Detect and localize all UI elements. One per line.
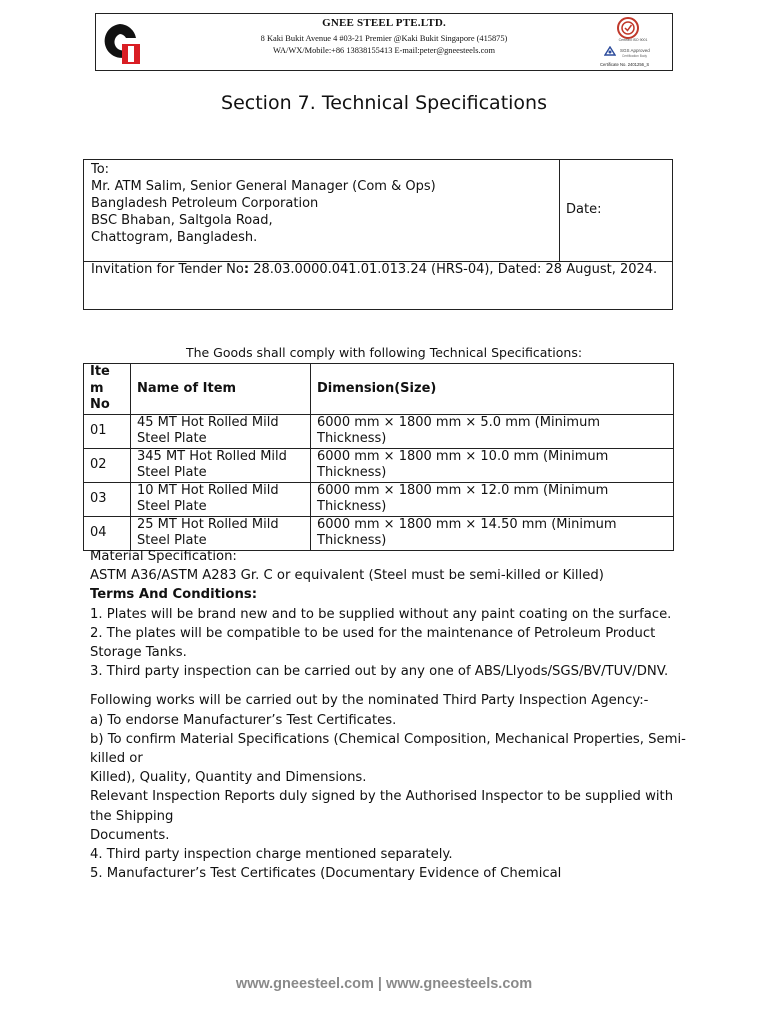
cell-item-no: 02 bbox=[84, 448, 131, 482]
term-item: 2. The plates will be compatible to be used for the maintenance of Petroleum Product Storage Tanks. bbox=[90, 625, 656, 661]
iso-badge-icon bbox=[616, 16, 640, 40]
recipient-line: To: bbox=[91, 162, 110, 177]
tender-prefix: Invitation for Tender No bbox=[91, 262, 244, 277]
terms-heading: Terms And Conditions: bbox=[90, 587, 257, 603]
table-row bbox=[84, 414, 674, 448]
material-spec-label: Material Specification: bbox=[90, 549, 237, 564]
cell-item-no: 01 bbox=[84, 414, 131, 448]
recipient-line: BSC Bhaban, Saltgola Road, bbox=[91, 213, 273, 228]
header-item-no: Ite m No bbox=[84, 364, 131, 415]
table-row bbox=[84, 448, 674, 482]
work-item: b) To confirm Material Specifications (Chemical Composition, Mechanical Properties, Semi-killed or bbox=[90, 731, 686, 767]
work-item: a) To endorse Manufacturer’s Test Certificates. bbox=[90, 712, 397, 728]
spec-table bbox=[83, 363, 674, 551]
certification-block bbox=[598, 16, 668, 70]
letterhead bbox=[95, 13, 673, 71]
certificate-number: Certificate No. 2401256_S bbox=[600, 62, 650, 67]
header-dimension: Dimension(Size) bbox=[311, 364, 674, 415]
reports-text: Relevant Inspection Reports duly signed by the Authorised Inspector to be supplied with the Shipping bbox=[90, 789, 674, 824]
recipient-table bbox=[83, 159, 673, 310]
terms-section bbox=[90, 547, 690, 883]
table-row bbox=[84, 516, 674, 550]
cell-dimension: 6000 mm × 1800 mm × 10.0 mm (Minimum Thickness) bbox=[311, 448, 674, 482]
recipient-line: Chattogram, Bangladesh. bbox=[91, 230, 258, 245]
cell-item-name: 45 MT Hot Rolled Mild Steel Plate bbox=[131, 414, 311, 448]
tender-colon: : bbox=[243, 262, 250, 277]
recipient-address bbox=[91, 161, 436, 246]
section-title: Section 7. Technical Specifications bbox=[221, 92, 547, 114]
table-row bbox=[84, 482, 674, 516]
footer-websites: www.gneesteel.com | www.gneesteels.com bbox=[235, 976, 533, 992]
recipient-line: Mr. ATM Salim, Senior General Manager (Com & Ops) bbox=[91, 179, 436, 194]
table-header-row bbox=[84, 364, 674, 415]
cell-dimension: 6000 mm × 1800 mm × 12.0 mm (Minimum Thickness) bbox=[311, 482, 674, 516]
cert-badge-text: Certified ISO 9001 bbox=[618, 38, 648, 42]
company-address: 8 Kaki Bukit Avenue 4 #03-21 Premier @Kaki Bukit Singapore (415875) bbox=[260, 34, 508, 43]
cert-mark-text: SGS Approved bbox=[620, 48, 650, 53]
header-name-of-item: Name of Item bbox=[131, 364, 311, 415]
term-item: 1. Plates will be brand new and to be supplied without any paint coating on the surface. bbox=[90, 606, 672, 622]
cell-item-no: 04 bbox=[84, 516, 131, 550]
tender-reference bbox=[91, 262, 666, 278]
tender-number: 28.03.0000.041.01.013.24 (HRS-04), Dated: 28 August, 2024. bbox=[249, 262, 658, 277]
term-item: 5. Manufacturer’s Test Certificates (Documentary Evidence of Chemical bbox=[90, 866, 562, 882]
date-label: Date: bbox=[566, 202, 602, 217]
company-contact: WA/WX/Mobile:+86 13838155413 E-mail:peter@gneesteels.com bbox=[273, 46, 495, 55]
term-item: 3. Third party inspection can be carried out by any one of ABS/Llyods/SGS/BV/TUV/DNV. bbox=[90, 664, 669, 680]
cell-item-name: 10 MT Hot Rolled Mild Steel Plate bbox=[131, 482, 311, 516]
cell-dimension: 6000 mm × 1800 mm × 14.50 mm (Minimum Thickness) bbox=[311, 516, 674, 550]
sgs-mark-icon bbox=[604, 46, 616, 56]
cell-item-name: 345 MT Hot Rolled Mild Steel Plate bbox=[131, 448, 311, 482]
paragraph-gap bbox=[90, 681, 690, 691]
recipient-row bbox=[84, 160, 672, 262]
recipient-line: Bangladesh Petroleum Corporation bbox=[91, 196, 319, 211]
cell-dimension: 6000 mm × 1800 mm × 5.0 mm (Minimum Thickness) bbox=[311, 414, 674, 448]
work-item-cont: Killed), Quality, Quantity and Dimensions. bbox=[90, 770, 367, 786]
works-intro: Following works will be carried out by the nominated Third Party Inspection Agency:- bbox=[90, 693, 649, 709]
cell-divider bbox=[559, 160, 560, 261]
material-spec-value: ASTM A36/ASTM A283 Gr. C or equivalent (Steel must be semi-killed or Killed) bbox=[90, 568, 604, 584]
cell-item-no: 03 bbox=[84, 482, 131, 516]
spec-intro: The Goods shall comply with following Technical Specifications: bbox=[185, 345, 583, 360]
company-name: GNEE STEEL PTE.LTD. bbox=[322, 17, 446, 29]
cert-mark-subtext: Certification Body bbox=[622, 54, 647, 58]
cell-item-name: 25 MT Hot Rolled Mild Steel Plate bbox=[131, 516, 311, 550]
reports-text-cont: Documents. bbox=[90, 827, 170, 843]
term-item: 4. Third party inspection charge mentioned separately. bbox=[90, 847, 453, 863]
